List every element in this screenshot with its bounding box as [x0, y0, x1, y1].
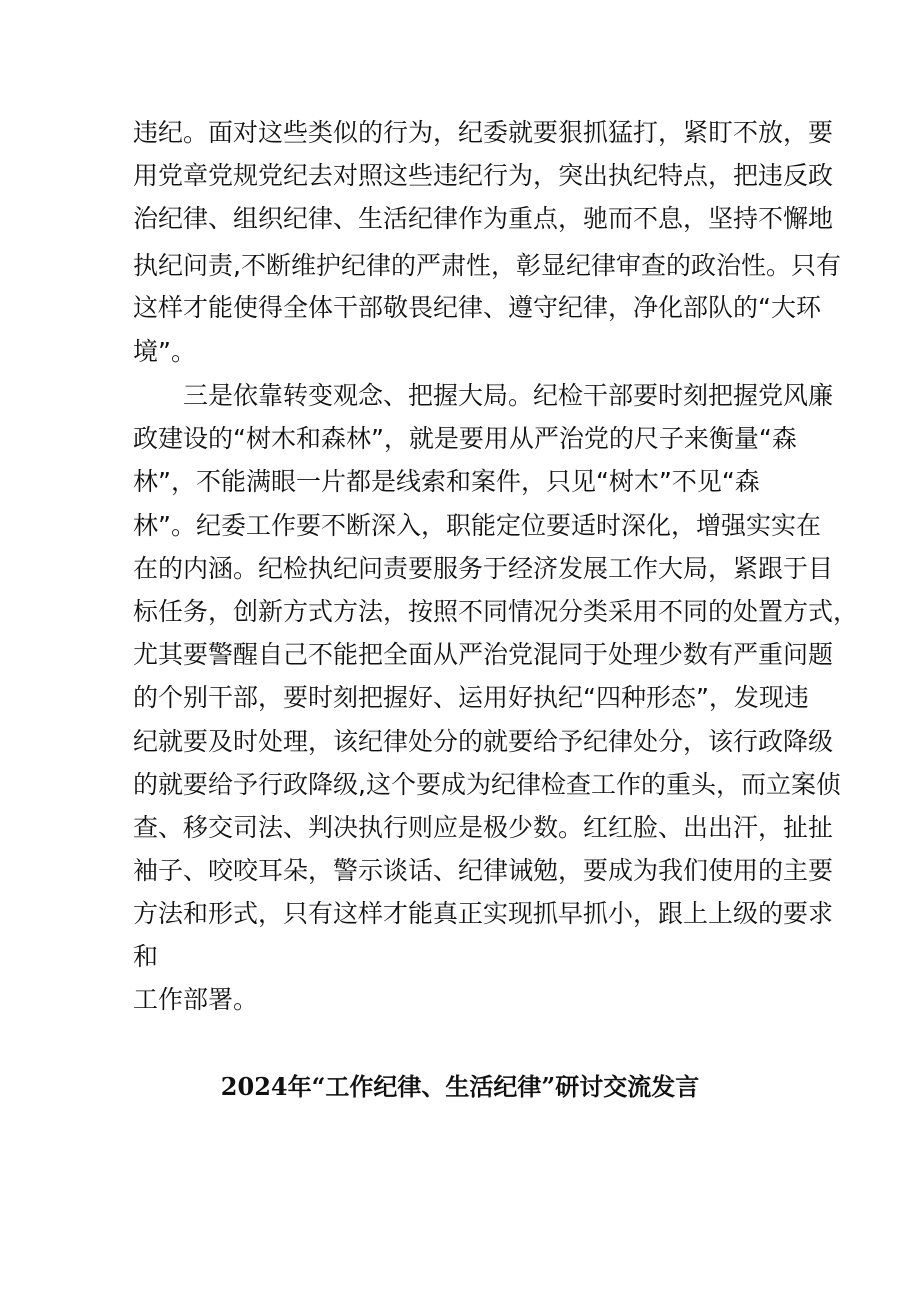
text-line-20: 和 [133, 942, 159, 971]
text-line-5: 这样才能使得全体干部敬畏纪律、遵守纪律，净化部队的“大环 [133, 293, 821, 322]
text-line-14: 的个别干部，要时刻把握好、运用好执纪“四种形态”，发现违 [133, 683, 809, 712]
text-line-21: 工作部署。 [133, 985, 259, 1014]
text-line-19: 方法和形式，只有这样才能真正实现抓早抓小，跟上上级的要求 [133, 899, 834, 928]
text-line-4: 执纪问责,不断维护纪律的严肃性，彰显纪律审查的政治性。只有 [133, 251, 841, 280]
text-line-12: 标任务，创新方式方法，按照不同情况分类采用不同的处置方式， [133, 597, 859, 626]
text-line-1: 违纪。面对这些类似的行为，纪委就要狠抓猛打，紧盯不放，要 [133, 118, 834, 147]
text-line-3: 治纪律、组织纪律、生活纪律作为重点，驰而不息，坚持不懈地 [133, 204, 834, 233]
text-line-6: 境”。 [133, 337, 196, 366]
text-line-8: 政建设的“树木和森林”，就是要用从严治党的尺子来衡量“森 [133, 424, 797, 453]
text-line-10: 林”。纪委工作要不断深入，职能定位要适时深化，增强实实在 [133, 511, 821, 540]
text-line-16: 的就要给予行政降级,这个要成为纪律检查工作的重头，而立案侦 [133, 770, 841, 799]
paragraph-start-line: 三是依靠转变观念、把握大局。纪检干部要时刻把握党风廉 [183, 381, 834, 410]
text-line-18: 袖子、咬咬耳朵，警示谈话、纪律诫勉，要成为我们使用的主要 [133, 856, 834, 885]
text-line-11: 在的内涵。纪检执纪问责要服务于经济发展工作大局，紧跟于目 [133, 554, 834, 583]
text-line-2: 用党章党规党纪去对照这些违纪行为，突出执纪特点，把违反政 [133, 161, 834, 190]
section-title: 2024年“工作纪律、生活纪律”研讨交流发言 [220, 1072, 700, 1101]
text-line-15: 纪就要及时处理，该纪律处分的就要给予纪律处分，该行政降级 [133, 727, 834, 756]
text-line-9: 林”，不能满眼一片都是线索和案件，只见“树木”不见“森 [133, 467, 760, 496]
text-line-13: 尤其要警醒自己不能把全面从严治党混同于处理少数有严重问题 [133, 640, 834, 669]
text-line-17: 查、移交司法、判决执行则应是极少数。红红脸、出出汗，扯扯 [133, 813, 834, 842]
